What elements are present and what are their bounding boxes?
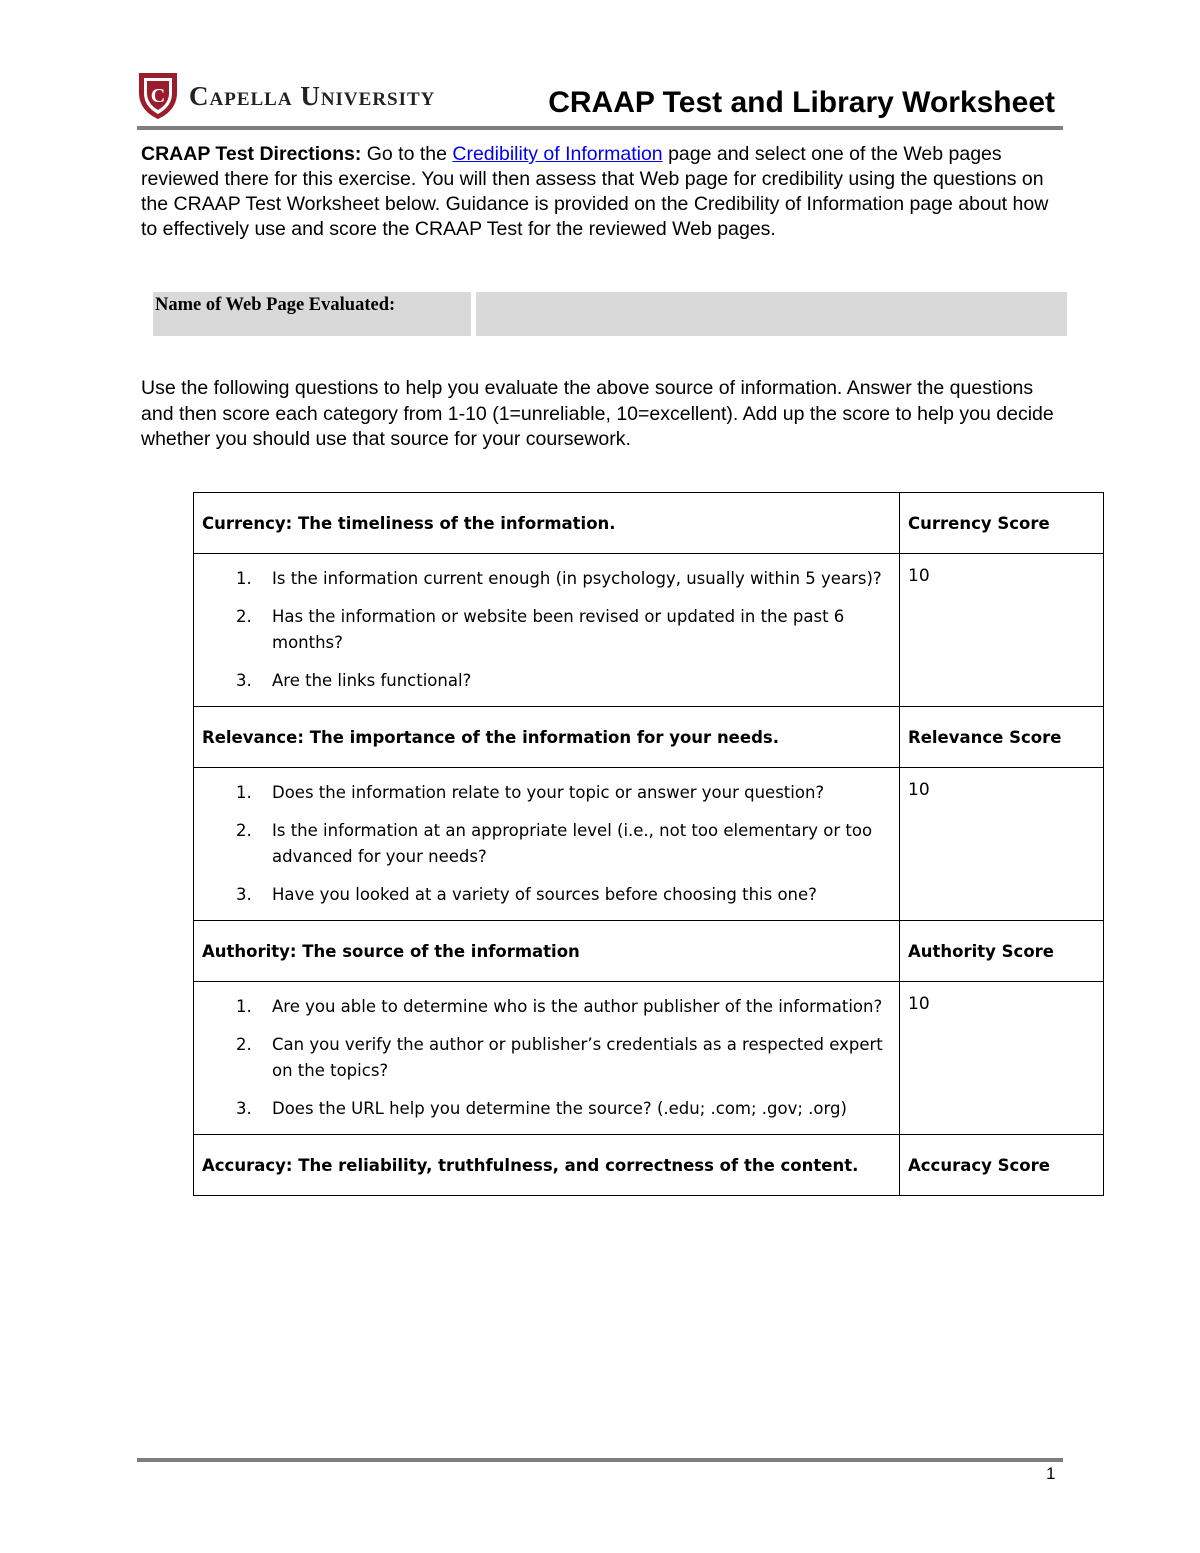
accuracy-header-row — [194, 1135, 1104, 1196]
list-item — [194, 994, 889, 1021]
accuracy-score-label: Accuracy Score — [900, 1135, 1104, 1196]
list-item — [194, 780, 889, 807]
question-number: 3. — [236, 884, 252, 904]
list-item — [194, 882, 889, 909]
currency-header-row — [194, 493, 1104, 554]
question-text: Does the information relate to your topic or answer your question? — [272, 783, 825, 802]
relevance-score-label: Relevance Score — [900, 707, 1104, 768]
svg-text:C: C — [150, 85, 166, 107]
question-number: 2. — [236, 820, 252, 840]
directions-text-before-link: Go to the — [361, 143, 453, 165]
question-text: Can you verify the author or publisher’s credentials as a respected expert on the topics? — [272, 1034, 883, 1080]
authority-questions-cell — [194, 982, 900, 1135]
document-title: CRAAP Test and Library Worksheet — [548, 86, 1055, 119]
authority-header-row — [194, 921, 1104, 982]
university-name: Capella University — [189, 80, 436, 111]
question-text: Has the information or website been revised or updated in the past 6 months? — [272, 606, 845, 652]
authority-questions-row — [194, 982, 1104, 1135]
authority-heading: Authority: The source of the information — [194, 921, 900, 982]
shield-icon — [137, 71, 179, 121]
currency-question-list — [194, 566, 889, 694]
relevance-question-list — [194, 780, 889, 908]
authority-score-label: Authority Score — [900, 921, 1104, 982]
authority-score-value[interactable]: 10 — [900, 982, 1104, 1135]
list-item — [194, 566, 889, 593]
question-number: 1. — [236, 569, 252, 588]
capella-logo — [137, 70, 435, 122]
question-number: 3. — [236, 670, 252, 690]
relevance-questions-row — [194, 768, 1104, 921]
list-item — [194, 1032, 889, 1085]
question-number: 1. — [236, 997, 252, 1016]
directions-text-after-link: page and select one of the Web pages reviewed there for this exercise. You will then assess that Web page for credibility using the questions on the CRAAP Test Worksheet below. Guidance is provided on the Credibility of Information page about how to effectively use and score the CRAAP Test for the reviewed Web pages. — [141, 143, 1049, 240]
web-page-evaluated-label: Name of Web Page Evaluated: — [153, 292, 471, 336]
currency-questions-cell — [194, 554, 900, 707]
web-page-evaluated-row — [153, 292, 1067, 336]
craap-table — [193, 492, 1104, 1196]
directions-paragraph — [141, 142, 1061, 242]
accuracy-heading: Accuracy: The reliability, truthfulness, and correctness of the content. — [194, 1135, 900, 1196]
instructions-paragraph: Use the following questions to help you evaluate the above source of information. Answer the questions and then score each category from 1-10 (1=unreliable, 10=excellent). Add up the score to help you decide whether you should use that source for your coursework. — [141, 377, 1054, 450]
list-item — [194, 818, 889, 871]
page-header — [137, 66, 1063, 130]
question-text: Is the information current enough (in psychology, usually within 5 years)? — [272, 569, 882, 588]
relevance-questions-cell — [194, 768, 900, 921]
web-page-evaluated-field[interactable] — [476, 292, 1067, 336]
footer-divider — [137, 1458, 1063, 1462]
list-item — [194, 604, 889, 657]
currency-score-value[interactable]: 10 — [900, 554, 1104, 707]
question-text: Are the links functional? — [272, 670, 472, 690]
authority-question-list — [194, 994, 889, 1122]
relevance-header-row — [194, 707, 1104, 768]
question-number: 3. — [236, 1098, 252, 1118]
question-number: 1. — [236, 783, 252, 802]
question-number: 2. — [236, 606, 252, 626]
currency-score-label: Currency Score — [900, 493, 1104, 554]
question-text: Have you looked at a variety of sources before choosing this one? — [272, 884, 817, 904]
currency-questions-row — [194, 554, 1104, 707]
relevance-score-value[interactable]: 10 — [900, 768, 1104, 921]
list-item — [194, 668, 889, 695]
page-number: 1 — [1046, 1464, 1056, 1483]
credibility-of-information-link[interactable]: Credibility of Information — [452, 143, 663, 165]
question-text: Are you able to determine who is the author publisher of the information? — [272, 997, 883, 1016]
question-number: 2. — [236, 1034, 252, 1054]
question-text: Does the URL help you determine the source? (.edu; .com; .gov; .org) — [272, 1098, 847, 1118]
relevance-heading: Relevance: The importance of the information for your needs. — [194, 707, 900, 768]
currency-heading: Currency: The timeliness of the information. — [194, 493, 900, 554]
list-item — [194, 1096, 889, 1123]
directions-label: CRAAP Test Directions: — [141, 143, 362, 165]
question-text: Is the information at an appropriate level (i.e., not too elementary or too advanced for your needs? — [272, 820, 873, 866]
